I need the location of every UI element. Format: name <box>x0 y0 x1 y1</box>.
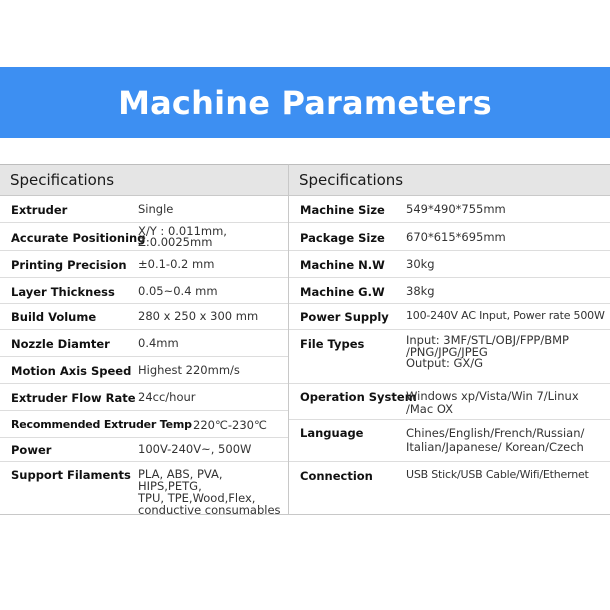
spec-label: Power <box>11 443 52 457</box>
spec-row-recommended-extruder-temp <box>0 411 288 438</box>
spec-row-nozzle-diameter <box>0 330 288 357</box>
spec-value: Windows xp/Vista/Win 7/Linux /Mac OX <box>406 389 579 416</box>
spec-row-extruder <box>0 196 288 223</box>
spec-value: 38kg <box>406 284 435 298</box>
spec-row-accurate-positioning <box>0 223 288 251</box>
spec-label: Layer Thickness <box>11 285 115 299</box>
spec-label: Machine N.W <box>300 258 385 272</box>
spec-value: 280 x 250 x 300 mm <box>138 309 259 323</box>
specs-table-right <box>289 164 610 515</box>
spec-row-connection <box>289 462 610 515</box>
spec-row-language <box>289 420 610 462</box>
spec-value: ±0.1-0.2 mm <box>138 257 215 271</box>
spec-row-machine-size <box>289 196 610 223</box>
table-header <box>289 165 610 196</box>
table-header-label: Specifications <box>299 171 404 189</box>
table-header-label: Specifications <box>10 171 115 189</box>
spec-label: Printing Precision <box>11 258 127 272</box>
spec-value: 30kg <box>406 257 435 271</box>
banner <box>0 67 610 138</box>
spec-label: Connection <box>300 469 373 483</box>
spec-label: Accurate Positioning <box>11 231 146 245</box>
spec-label: Power Supply <box>300 310 389 324</box>
spec-value: 220℃-230℃ <box>193 418 267 432</box>
spec-row-operation-system <box>289 384 610 420</box>
spec-value: 549*490*755mm <box>406 202 506 216</box>
spec-label: Build Volume <box>11 310 97 324</box>
spec-label: Extruder <box>11 203 68 217</box>
spec-row-package-size <box>289 223 610 251</box>
spec-value: Chines/English/French/Russian/ Italian/Japanese/ Korean/Czech <box>406 426 585 454</box>
spec-row-machine-nw <box>289 251 610 278</box>
spec-row-extruder-flow-rate <box>0 384 288 411</box>
spec-label: Motion Axis Speed <box>11 364 132 378</box>
spec-label: Language <box>300 426 364 440</box>
spec-value: Input: 3MF/STL/OBJ/FPP/BMP /PNG/JPG/JPEG Output: GX/G <box>406 333 569 370</box>
spec-value: 0.4mm <box>138 336 179 350</box>
spec-value: PLA, ABS, PVA, HIPS,PETG, TPU, TPE,Wood,Flex, conductive consumables <box>138 467 281 517</box>
table-header <box>0 165 288 196</box>
spec-row-support-filaments <box>0 462 288 515</box>
spec-label: Machine Size <box>300 203 385 217</box>
spec-value: Highest 220mm/s <box>138 363 240 377</box>
spec-value: USB Stick/USB Cable/Wifi/Ethernet <box>406 468 589 481</box>
spec-value: 100-240V AC Input, Power rate 500W <box>406 309 605 322</box>
spec-row-layer-thickness <box>0 278 288 304</box>
spec-label: Extruder Flow Rate <box>11 391 136 405</box>
spec-value: X/Y : 0.011mm, Z:0.0025mm <box>138 224 227 249</box>
spec-row-power <box>0 438 288 462</box>
spec-label: Nozzle Diamter <box>11 337 110 351</box>
spec-label: File Types <box>300 337 365 351</box>
spec-row-machine-gw <box>289 278 610 304</box>
spec-row-file-types <box>289 330 610 384</box>
spec-row-motion-axis-speed <box>0 357 288 384</box>
spec-label: Recommended Extruder Temp <box>11 418 192 431</box>
spec-row-build-volume <box>0 304 288 330</box>
spec-label: Operation System <box>300 390 417 404</box>
specs-table-left <box>0 164 289 515</box>
spec-label: Support Filaments <box>11 468 131 482</box>
spec-label: Machine G.W <box>300 285 385 299</box>
spec-value: 0.05~0.4 mm <box>138 284 218 298</box>
spec-label: Package Size <box>300 231 385 245</box>
spec-row-printing-precision <box>0 251 288 278</box>
spec-value: Single <box>138 202 174 216</box>
spec-row-power-supply <box>289 304 610 330</box>
spec-value: 670*615*695mm <box>406 230 506 244</box>
spec-value: 100V-240V~, 500W <box>138 442 252 456</box>
page-title: Machine Parameters <box>118 83 492 122</box>
spec-value: 24cc/hour <box>138 390 196 404</box>
